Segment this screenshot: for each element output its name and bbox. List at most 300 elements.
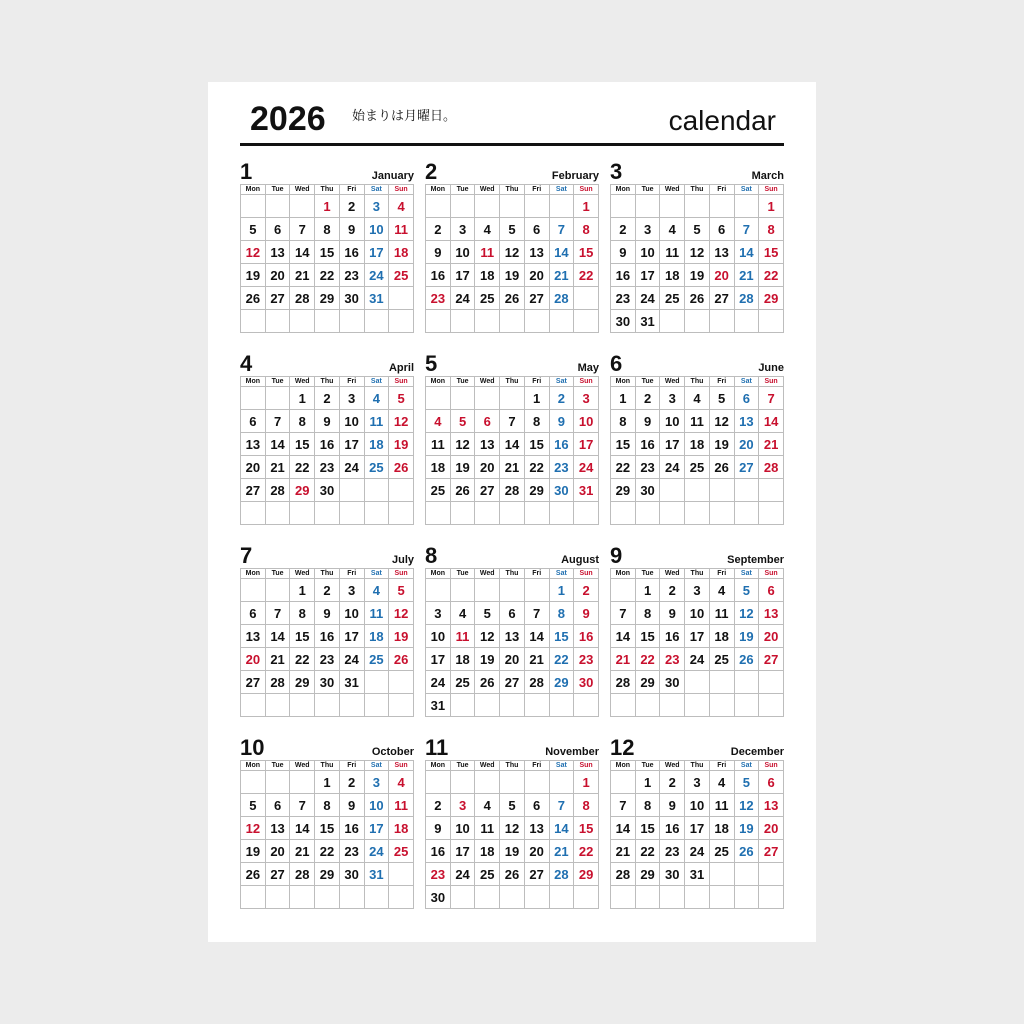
day-cell: 17 (364, 241, 389, 264)
day-cell: 29 (611, 479, 636, 502)
weekday-header: Sat (364, 185, 389, 195)
empty-cell (734, 886, 759, 909)
calendar-sheet (208, 82, 816, 942)
day-cell: 20 (759, 625, 784, 648)
day-cell: 21 (611, 840, 636, 863)
empty-cell (450, 694, 475, 717)
day-cell: 7 (611, 602, 636, 625)
month-number: 8 (425, 543, 438, 568)
month-april (240, 350, 414, 525)
day-cell: 6 (241, 410, 266, 433)
day-cell: 28 (549, 863, 574, 886)
month-march (610, 158, 784, 333)
day-cell: 17 (339, 625, 364, 648)
empty-cell (709, 195, 734, 218)
day-cell: 10 (339, 410, 364, 433)
weekday-header: Tue (635, 761, 660, 771)
day-cell: 5 (734, 579, 759, 602)
weekday-header: Tue (635, 185, 660, 195)
empty-cell (611, 694, 636, 717)
empty-cell (265, 771, 290, 794)
day-cell: 19 (241, 840, 266, 863)
empty-cell (389, 287, 414, 310)
empty-cell (611, 195, 636, 218)
day-cell: 13 (709, 241, 734, 264)
day-cell: 13 (524, 817, 549, 840)
day-cell: 22 (290, 456, 315, 479)
day-cell: 1 (290, 387, 315, 410)
weekday-header: Wed (290, 569, 315, 579)
day-cell: 25 (475, 287, 500, 310)
weekday-header: Mon (611, 377, 636, 387)
weekday-header: Sun (389, 761, 414, 771)
day-cell: 20 (241, 456, 266, 479)
day-cell: 23 (426, 863, 451, 886)
weekday-header: Thu (500, 761, 525, 771)
empty-cell (734, 694, 759, 717)
day-cell: 20 (709, 264, 734, 287)
empty-cell (364, 479, 389, 502)
empty-cell (364, 310, 389, 333)
month-header (425, 158, 599, 184)
weekday-header: Fri (339, 185, 364, 195)
empty-cell (389, 502, 414, 525)
day-cell: 28 (290, 863, 315, 886)
empty-cell (759, 502, 784, 525)
day-cell: 19 (685, 264, 710, 287)
month-name: September (727, 554, 784, 566)
empty-cell (524, 195, 549, 218)
day-cell: 23 (660, 648, 685, 671)
empty-cell (241, 771, 266, 794)
day-cell: 9 (549, 410, 574, 433)
day-cell: 25 (709, 648, 734, 671)
day-cell: 24 (635, 287, 660, 310)
month-header (425, 542, 599, 568)
weekday-header: Thu (500, 185, 525, 195)
empty-cell (759, 694, 784, 717)
weekday-header: Mon (426, 761, 451, 771)
empty-cell (315, 694, 340, 717)
month-header (610, 734, 784, 760)
day-cell: 15 (549, 625, 574, 648)
weekday-header: Sun (574, 569, 599, 579)
month-july (240, 542, 414, 717)
day-cell: 31 (364, 863, 389, 886)
day-cell: 14 (611, 625, 636, 648)
day-cell: 26 (475, 671, 500, 694)
day-cell: 12 (500, 817, 525, 840)
day-cell: 26 (450, 479, 475, 502)
day-cell: 8 (549, 602, 574, 625)
day-cell: 8 (290, 410, 315, 433)
day-cell: 5 (241, 794, 266, 817)
day-cell: 16 (315, 433, 340, 456)
empty-cell (339, 310, 364, 333)
day-cell: 29 (315, 287, 340, 310)
month-name: April (388, 362, 414, 374)
day-cell: 21 (290, 840, 315, 863)
day-cell: 28 (611, 671, 636, 694)
day-cell: 30 (315, 671, 340, 694)
day-cell: 24 (660, 456, 685, 479)
empty-cell (500, 886, 525, 909)
day-cell: 29 (290, 479, 315, 502)
day-cell: 9 (426, 241, 451, 264)
day-cell: 14 (524, 625, 549, 648)
day-cell: 23 (611, 287, 636, 310)
month-october (240, 734, 414, 909)
weekday-header: Sun (759, 569, 784, 579)
weekday-header: Tue (450, 761, 475, 771)
day-cell: 9 (426, 817, 451, 840)
day-cell: 30 (660, 863, 685, 886)
month-grid (240, 376, 414, 525)
day-cell: 24 (426, 671, 451, 694)
month-grid (425, 760, 599, 909)
year-title: 2026 (250, 100, 326, 138)
weekday-header: Sun (574, 377, 599, 387)
weekday-header: Mon (426, 377, 451, 387)
day-cell: 30 (611, 310, 636, 333)
day-cell: 6 (524, 794, 549, 817)
empty-cell (685, 479, 710, 502)
month-header (240, 734, 414, 760)
empty-cell (660, 310, 685, 333)
empty-cell (500, 694, 525, 717)
day-cell: 4 (389, 195, 414, 218)
day-cell: 29 (635, 671, 660, 694)
empty-cell (364, 694, 389, 717)
day-cell: 27 (475, 479, 500, 502)
weekday-header: Sun (574, 761, 599, 771)
day-cell: 9 (635, 410, 660, 433)
weekday-header: Tue (265, 377, 290, 387)
empty-cell (500, 502, 525, 525)
empty-cell (635, 195, 660, 218)
day-cell: 2 (339, 771, 364, 794)
day-cell: 10 (339, 602, 364, 625)
empty-cell (426, 502, 451, 525)
weekday-header: Mon (426, 569, 451, 579)
empty-cell (500, 579, 525, 602)
empty-cell (709, 310, 734, 333)
day-cell: 19 (241, 264, 266, 287)
day-cell: 11 (660, 241, 685, 264)
empty-cell (265, 886, 290, 909)
day-cell: 26 (389, 648, 414, 671)
day-cell: 27 (500, 671, 525, 694)
empty-cell (241, 886, 266, 909)
month-header (240, 350, 414, 376)
weekday-header: Mon (241, 377, 266, 387)
day-cell: 29 (290, 671, 315, 694)
day-cell: 1 (759, 195, 784, 218)
day-cell: 25 (389, 264, 414, 287)
day-cell: 26 (734, 840, 759, 863)
day-cell: 23 (339, 264, 364, 287)
day-cell: 7 (734, 218, 759, 241)
day-cell: 12 (389, 410, 414, 433)
month-name: March (751, 170, 784, 182)
day-cell: 1 (315, 195, 340, 218)
day-cell: 26 (500, 287, 525, 310)
month-name: February (551, 170, 599, 182)
day-cell: 5 (685, 218, 710, 241)
empty-cell (574, 502, 599, 525)
month-may (425, 350, 599, 525)
day-cell: 14 (734, 241, 759, 264)
day-cell: 11 (475, 241, 500, 264)
weekday-header: Sat (734, 185, 759, 195)
day-cell: 25 (389, 840, 414, 863)
empty-cell (709, 886, 734, 909)
day-cell: 2 (426, 218, 451, 241)
empty-cell (524, 694, 549, 717)
month-header (610, 158, 784, 184)
day-cell: 11 (364, 410, 389, 433)
weekday-header: Sun (759, 185, 784, 195)
day-cell: 18 (389, 241, 414, 264)
day-cell: 6 (759, 579, 784, 602)
day-cell: 17 (339, 433, 364, 456)
day-cell: 8 (315, 218, 340, 241)
day-cell: 3 (685, 579, 710, 602)
day-cell: 30 (549, 479, 574, 502)
month-header (610, 542, 784, 568)
weekday-header: Sun (759, 761, 784, 771)
day-cell: 24 (450, 863, 475, 886)
month-name: May (577, 362, 599, 374)
day-cell: 31 (364, 287, 389, 310)
weekday-header: Mon (426, 185, 451, 195)
day-cell: 27 (759, 840, 784, 863)
day-cell: 16 (660, 625, 685, 648)
day-cell: 11 (709, 602, 734, 625)
weekday-header: Mon (241, 569, 266, 579)
empty-cell (549, 694, 574, 717)
day-cell: 15 (290, 625, 315, 648)
empty-cell (734, 479, 759, 502)
empty-cell (574, 310, 599, 333)
day-cell: 30 (339, 863, 364, 886)
day-cell: 1 (635, 579, 660, 602)
weekday-header: Sat (734, 569, 759, 579)
day-cell: 11 (450, 625, 475, 648)
day-cell: 29 (759, 287, 784, 310)
empty-cell (611, 579, 636, 602)
weekday-header: Wed (475, 569, 500, 579)
day-cell: 28 (265, 479, 290, 502)
empty-cell (389, 886, 414, 909)
day-cell: 13 (241, 625, 266, 648)
weekday-header: Mon (611, 569, 636, 579)
day-cell: 6 (734, 387, 759, 410)
day-cell: 30 (660, 671, 685, 694)
empty-cell (475, 502, 500, 525)
day-cell: 26 (241, 287, 266, 310)
day-cell: 11 (389, 794, 414, 817)
day-cell: 1 (315, 771, 340, 794)
weekday-header: Sat (549, 569, 574, 579)
day-cell: 14 (500, 433, 525, 456)
empty-cell (450, 579, 475, 602)
weekday-header: Wed (290, 377, 315, 387)
day-cell: 22 (635, 648, 660, 671)
weekday-header: Sun (389, 185, 414, 195)
weekday-header: Thu (500, 569, 525, 579)
day-cell: 3 (635, 218, 660, 241)
weekday-header: Fri (709, 761, 734, 771)
day-cell: 30 (635, 479, 660, 502)
day-cell: 3 (574, 387, 599, 410)
day-cell: 25 (660, 287, 685, 310)
day-cell: 15 (315, 817, 340, 840)
empty-cell (389, 863, 414, 886)
day-cell: 29 (524, 479, 549, 502)
empty-cell (549, 771, 574, 794)
weekday-header: Fri (339, 569, 364, 579)
day-cell: 28 (759, 456, 784, 479)
weekday-header: Tue (635, 569, 660, 579)
weekday-header: Wed (660, 185, 685, 195)
empty-cell (339, 886, 364, 909)
day-cell: 10 (685, 602, 710, 625)
weekday-header: Wed (290, 185, 315, 195)
day-cell: 14 (290, 817, 315, 840)
empty-cell (734, 502, 759, 525)
day-cell: 8 (524, 410, 549, 433)
day-cell: 9 (315, 602, 340, 625)
day-cell: 8 (315, 794, 340, 817)
day-cell: 5 (734, 771, 759, 794)
day-cell: 9 (339, 794, 364, 817)
day-cell: 4 (709, 771, 734, 794)
day-cell: 24 (364, 840, 389, 863)
weekday-header: Wed (660, 761, 685, 771)
empty-cell (450, 387, 475, 410)
day-cell: 1 (635, 771, 660, 794)
day-cell: 20 (524, 264, 549, 287)
weekday-header: Sat (364, 761, 389, 771)
day-cell: 11 (364, 602, 389, 625)
day-cell: 2 (315, 579, 340, 602)
empty-cell (290, 195, 315, 218)
day-cell: 11 (709, 794, 734, 817)
day-cell: 21 (500, 456, 525, 479)
empty-cell (265, 694, 290, 717)
weekday-header: Thu (685, 761, 710, 771)
day-cell: 7 (759, 387, 784, 410)
month-grid (240, 760, 414, 909)
day-cell: 17 (450, 840, 475, 863)
day-cell: 25 (364, 648, 389, 671)
day-cell: 27 (524, 287, 549, 310)
month-december (610, 734, 784, 909)
empty-cell (660, 886, 685, 909)
weekday-header: Wed (475, 377, 500, 387)
empty-cell (450, 310, 475, 333)
empty-cell (709, 671, 734, 694)
empty-cell (315, 502, 340, 525)
empty-cell (524, 310, 549, 333)
day-cell: 8 (574, 218, 599, 241)
day-cell: 12 (500, 241, 525, 264)
day-cell: 19 (389, 625, 414, 648)
day-cell: 21 (549, 264, 574, 287)
month-september (610, 542, 784, 717)
day-cell: 18 (475, 840, 500, 863)
day-cell: 30 (574, 671, 599, 694)
day-cell: 10 (364, 218, 389, 241)
weekday-header: Fri (339, 761, 364, 771)
day-cell: 3 (450, 218, 475, 241)
day-cell: 13 (500, 625, 525, 648)
weekday-header: Thu (500, 377, 525, 387)
empty-cell (426, 387, 451, 410)
day-cell: 24 (574, 456, 599, 479)
month-header (425, 350, 599, 376)
month-header (240, 542, 414, 568)
day-cell: 23 (660, 840, 685, 863)
empty-cell (290, 771, 315, 794)
empty-cell (265, 502, 290, 525)
month-number: 4 (240, 351, 253, 376)
month-number: 2 (425, 159, 438, 184)
day-cell: 26 (734, 648, 759, 671)
day-cell: 21 (265, 648, 290, 671)
month-grid (610, 184, 784, 333)
day-cell: 12 (450, 433, 475, 456)
weekday-header: Tue (450, 185, 475, 195)
day-cell: 5 (241, 218, 266, 241)
empty-cell (759, 886, 784, 909)
day-cell: 11 (475, 817, 500, 840)
empty-cell (265, 579, 290, 602)
day-cell: 3 (364, 771, 389, 794)
empty-cell (475, 195, 500, 218)
empty-cell (500, 771, 525, 794)
day-cell: 15 (635, 817, 660, 840)
day-cell: 18 (475, 264, 500, 287)
day-cell: 2 (574, 579, 599, 602)
month-name: June (758, 362, 784, 374)
empty-cell (475, 771, 500, 794)
empty-cell (315, 310, 340, 333)
day-cell: 1 (574, 771, 599, 794)
empty-cell (241, 579, 266, 602)
empty-cell (315, 886, 340, 909)
day-cell: 31 (635, 310, 660, 333)
day-cell: 3 (339, 579, 364, 602)
day-cell: 10 (635, 241, 660, 264)
day-cell: 28 (500, 479, 525, 502)
day-cell: 22 (315, 264, 340, 287)
day-cell: 31 (574, 479, 599, 502)
day-cell: 6 (265, 794, 290, 817)
weekday-header: Sat (549, 377, 574, 387)
month-grid (425, 376, 599, 525)
day-cell: 11 (389, 218, 414, 241)
empty-cell (734, 863, 759, 886)
day-cell: 2 (549, 387, 574, 410)
empty-cell (709, 694, 734, 717)
day-cell: 19 (450, 456, 475, 479)
empty-cell (549, 310, 574, 333)
day-cell: 19 (709, 433, 734, 456)
day-cell: 28 (611, 863, 636, 886)
empty-cell (290, 694, 315, 717)
